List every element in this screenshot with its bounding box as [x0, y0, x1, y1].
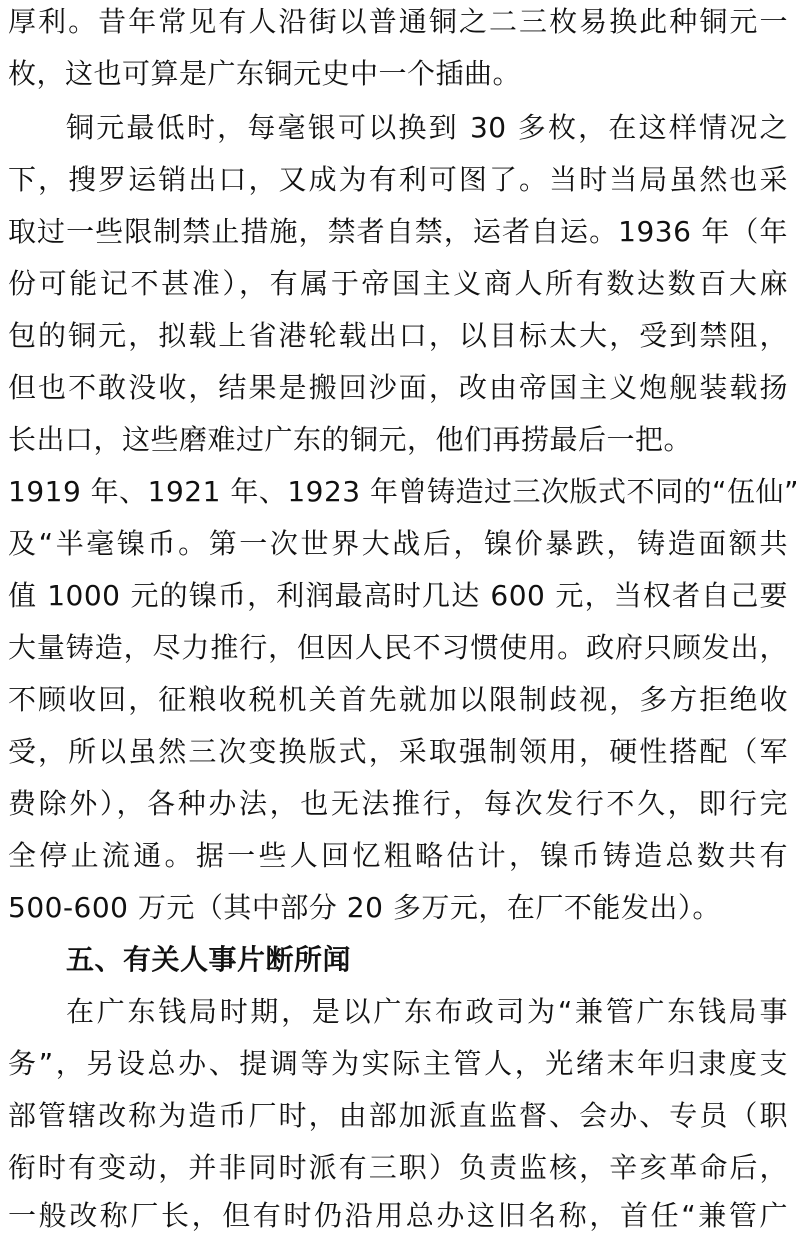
text-line: 及“半毫镍币。第一次世界大战后，镍价暴跌，铸造面额共 — [8, 527, 788, 560]
text-line: 包的铜元，拟载上省港轮载出口，以目标太大，受到禁阻， — [8, 319, 788, 352]
text-line: 500-600 万元（其中部分 20 多万元，在厂不能发出）。 — [8, 891, 721, 924]
text-line: 全停止流通。据一些人回忆粗略估计，镍币铸造总数共有 — [8, 839, 788, 872]
text-line: 衔时有变动，并非同时派有三职）负责监核，辛亥革命后， — [8, 1151, 788, 1184]
text-line: 大量铸造，尽力推行，但因人民不习惯使用。政府只顾发出， — [8, 631, 788, 664]
text-line: 1919 年、1921 年、1923 年曾铸造过三次版式不同的“伍仙” — [8, 475, 799, 508]
text-line: 在广东钱局时期，是以广东布政司为“兼管广东钱局事 — [66, 995, 788, 1028]
text-line: 但也不敢没收，结果是搬回沙面，改由帝国主义炮舰装载扬 — [8, 371, 788, 404]
text-line: 铜元最低时，每毫银可以换到 30 多枚，在这样情况之 — [66, 111, 788, 144]
text-line: 厚利。昔年常见有人沿街以普通铜之二三枚易换此种铜元一 — [8, 5, 788, 38]
text-line: 务”，另设总办、提调等为实际主管人，光绪末年归隶度支 — [8, 1047, 788, 1080]
text-line: 部管辖改称为造币厂时，由部加派直监督、会办、专员（职 — [8, 1099, 788, 1132]
text-line: 枚，这也可算是广东铜元史中一个插曲。 — [8, 57, 522, 90]
text-line: 受，所以虽然三次变换版式，采取强制领用，硬性搭配（军 — [8, 735, 788, 768]
text-line: 不顾收回，征粮收税机关首先就加以限制歧视，多方拒绝收 — [8, 683, 788, 716]
text-line: 一般改称厂长，但有时仍沿用总办这旧名称，首任“兼管广 — [8, 1199, 788, 1232]
section-heading: 五、有关人事片断所闻 — [66, 943, 352, 976]
text-line: 份可能记不甚准），有属于帝国主义商人所有数达数百大麻 — [8, 267, 788, 300]
text-line: 下，搜罗运销出口，又成为有利可图了。当时当局虽然也采 — [8, 163, 788, 196]
text-line: 费除外），各种办法，也无法推行，每次发行不久，即行完 — [8, 787, 788, 820]
text-line: 取过一些限制禁止措施，禁者自禁，运者自运。1936 年（年 — [8, 215, 788, 248]
text-line: 长出口，这些磨难过广东的铜元，他们再捞最后一把。 — [8, 423, 693, 456]
text-line: 值 1000 元的镍币，利润最高时几达 600 元，当权者自己要 — [8, 579, 788, 612]
